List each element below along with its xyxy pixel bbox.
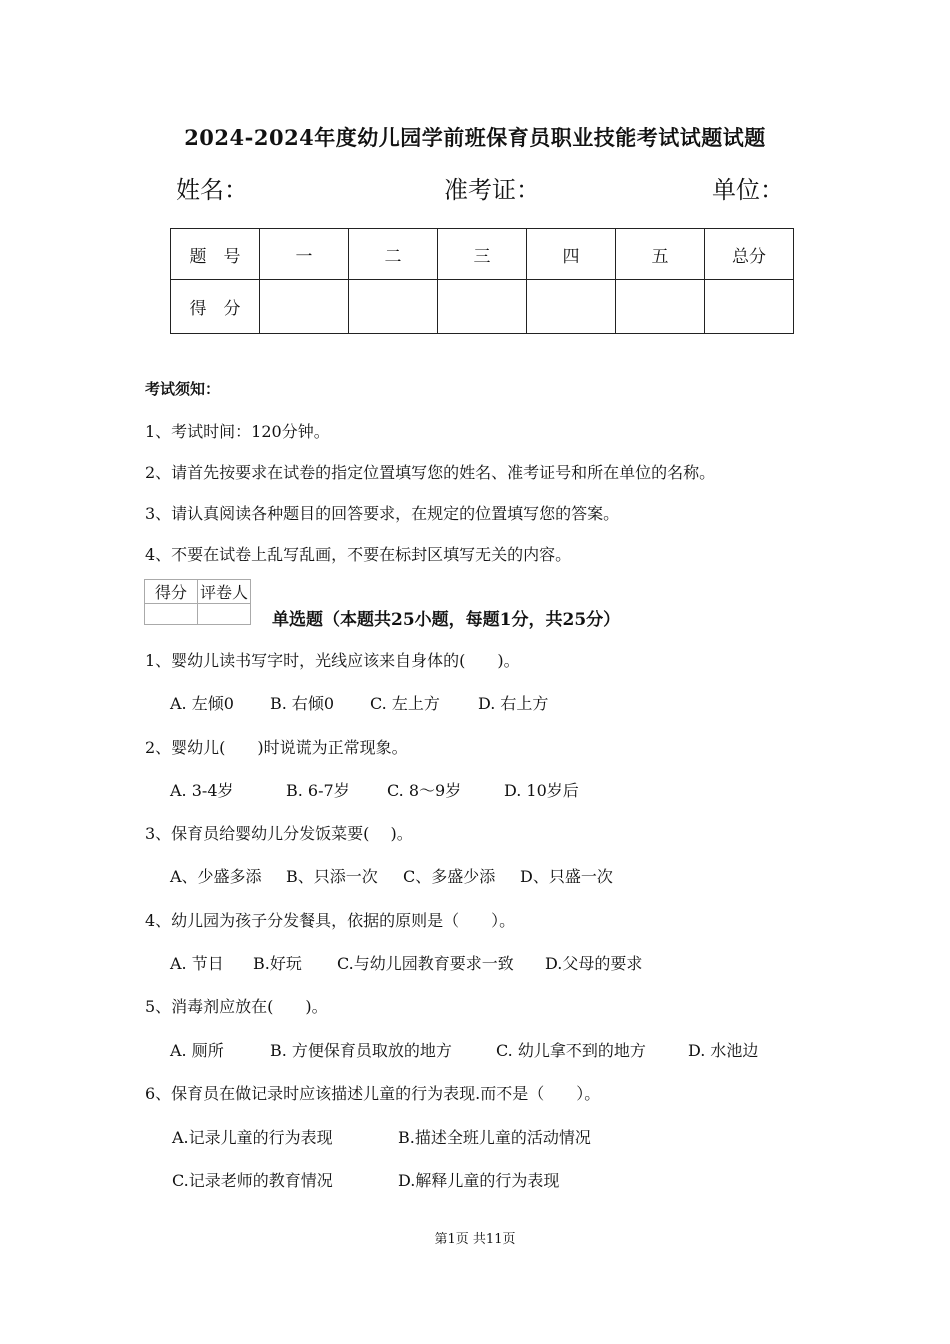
score-cell-3[interactable] — [438, 280, 527, 334]
question-option: D.父母的要求 — [545, 954, 643, 973]
question-option: C. 8～9岁 — [387, 781, 462, 800]
question-option: D、只盛一次 — [520, 867, 613, 886]
question-option: B. 方便保育员取放的地方 — [270, 1041, 452, 1060]
question-option: B、只添一次 — [286, 867, 378, 886]
question-option: C. 左上方 — [370, 694, 440, 713]
question-option: C、多盛少添 — [403, 867, 496, 886]
score-table — [170, 228, 794, 334]
question-stem: 3、保育员给婴幼儿分发饭菜要( )。 — [145, 824, 413, 843]
question-stem: 5、消毒剂应放在( )。 — [145, 997, 328, 1016]
question-stem: 6、保育员在做记录时应该描述儿童的行为表现.而不是（ ）。 — [145, 1084, 601, 1103]
grader-score-label: 得分 — [145, 580, 198, 604]
grader-score-cell[interactable] — [145, 604, 198, 625]
header-cell-5: 五 — [616, 229, 705, 280]
notice-item: 2、请首先按要求在试卷的指定位置填写您的姓名、准考证号和所在单位的名称。 — [145, 463, 716, 482]
question-option: A. 节日 — [170, 954, 224, 973]
question-option: A、少盛多添 — [170, 867, 262, 886]
score-cell-1[interactable] — [260, 280, 349, 334]
grader-reviewer-cell[interactable] — [198, 604, 251, 625]
notice-item: 1、考试时间：120分钟。 — [145, 422, 330, 441]
score-cell-5[interactable] — [616, 280, 705, 334]
question-option: D. 右上方 — [478, 694, 549, 713]
question-option: A.记录儿童的行为表现 — [172, 1128, 333, 1147]
grader-table — [144, 579, 251, 625]
name-field-label: 姓名： — [176, 176, 248, 204]
question-option: C. 幼儿拿不到的地方 — [496, 1041, 646, 1060]
question-option: B. 6-7岁 — [286, 781, 350, 800]
header-cell-total: 总分 — [705, 229, 794, 280]
score-cell-4[interactable] — [527, 280, 616, 334]
score-table-header-row — [171, 229, 794, 280]
page-footer: 第1页 共11页 — [434, 1232, 516, 1247]
score-cell-2[interactable] — [349, 280, 438, 334]
header-cell-2: 二 — [349, 229, 438, 280]
unit-field-label: 单位： — [712, 176, 784, 204]
notice-item: 4、不要在试卷上乱写乱画，不要在标封区填写无关的内容。 — [145, 545, 572, 564]
notice-item: 3、请认真阅读各种题目的回答要求，在规定的位置填写您的答案。 — [145, 504, 620, 523]
question-option: A. 左倾0 — [170, 694, 234, 713]
exam-id-field-label: 准考证： — [444, 176, 540, 204]
header-cell-1: 一 — [260, 229, 349, 280]
question-option: B.好玩 — [253, 954, 302, 973]
score-table-score-row — [171, 280, 794, 334]
question-option: B.描述全班儿童的活动情况 — [398, 1128, 591, 1147]
question-option: C.与幼儿园教育要求一致 — [337, 954, 514, 973]
header-cell-4: 四 — [527, 229, 616, 280]
notice-title: 考试须知： — [145, 380, 221, 398]
header-cell-3: 三 — [438, 229, 527, 280]
question-option: A. 3-4岁 — [170, 781, 234, 800]
question-option: B. 右倾0 — [270, 694, 335, 713]
page-title: 2024-2024年度幼儿园学前班保育员职业技能考试试题试题 — [184, 125, 766, 150]
grader-reviewer-label: 评卷人 — [198, 580, 251, 604]
score-cell-total[interactable] — [705, 280, 794, 334]
section-title: 单选题（本题共25小题，每题1分，共25分） — [272, 610, 621, 630]
question-option: C.记录老师的教育情况 — [172, 1171, 333, 1190]
question-option: D.解释儿童的行为表现 — [398, 1171, 560, 1190]
question-stem: 1、婴幼儿读书写字时，光线应该来自身体的( )。 — [145, 651, 520, 670]
question-stem: 2、婴幼儿( )时说谎为正常现象。 — [145, 738, 408, 757]
question-option: D. 10岁后 — [504, 781, 579, 800]
question-option: D. 水池边 — [688, 1041, 759, 1060]
score-row-label: 得 分 — [171, 280, 260, 334]
question-stem: 4、幼儿园为孩子分发餐具，依据的原则是（ ）。 — [145, 911, 516, 930]
question-option: A. 厕所 — [170, 1041, 224, 1060]
header-cell-label: 题 号 — [171, 229, 260, 280]
